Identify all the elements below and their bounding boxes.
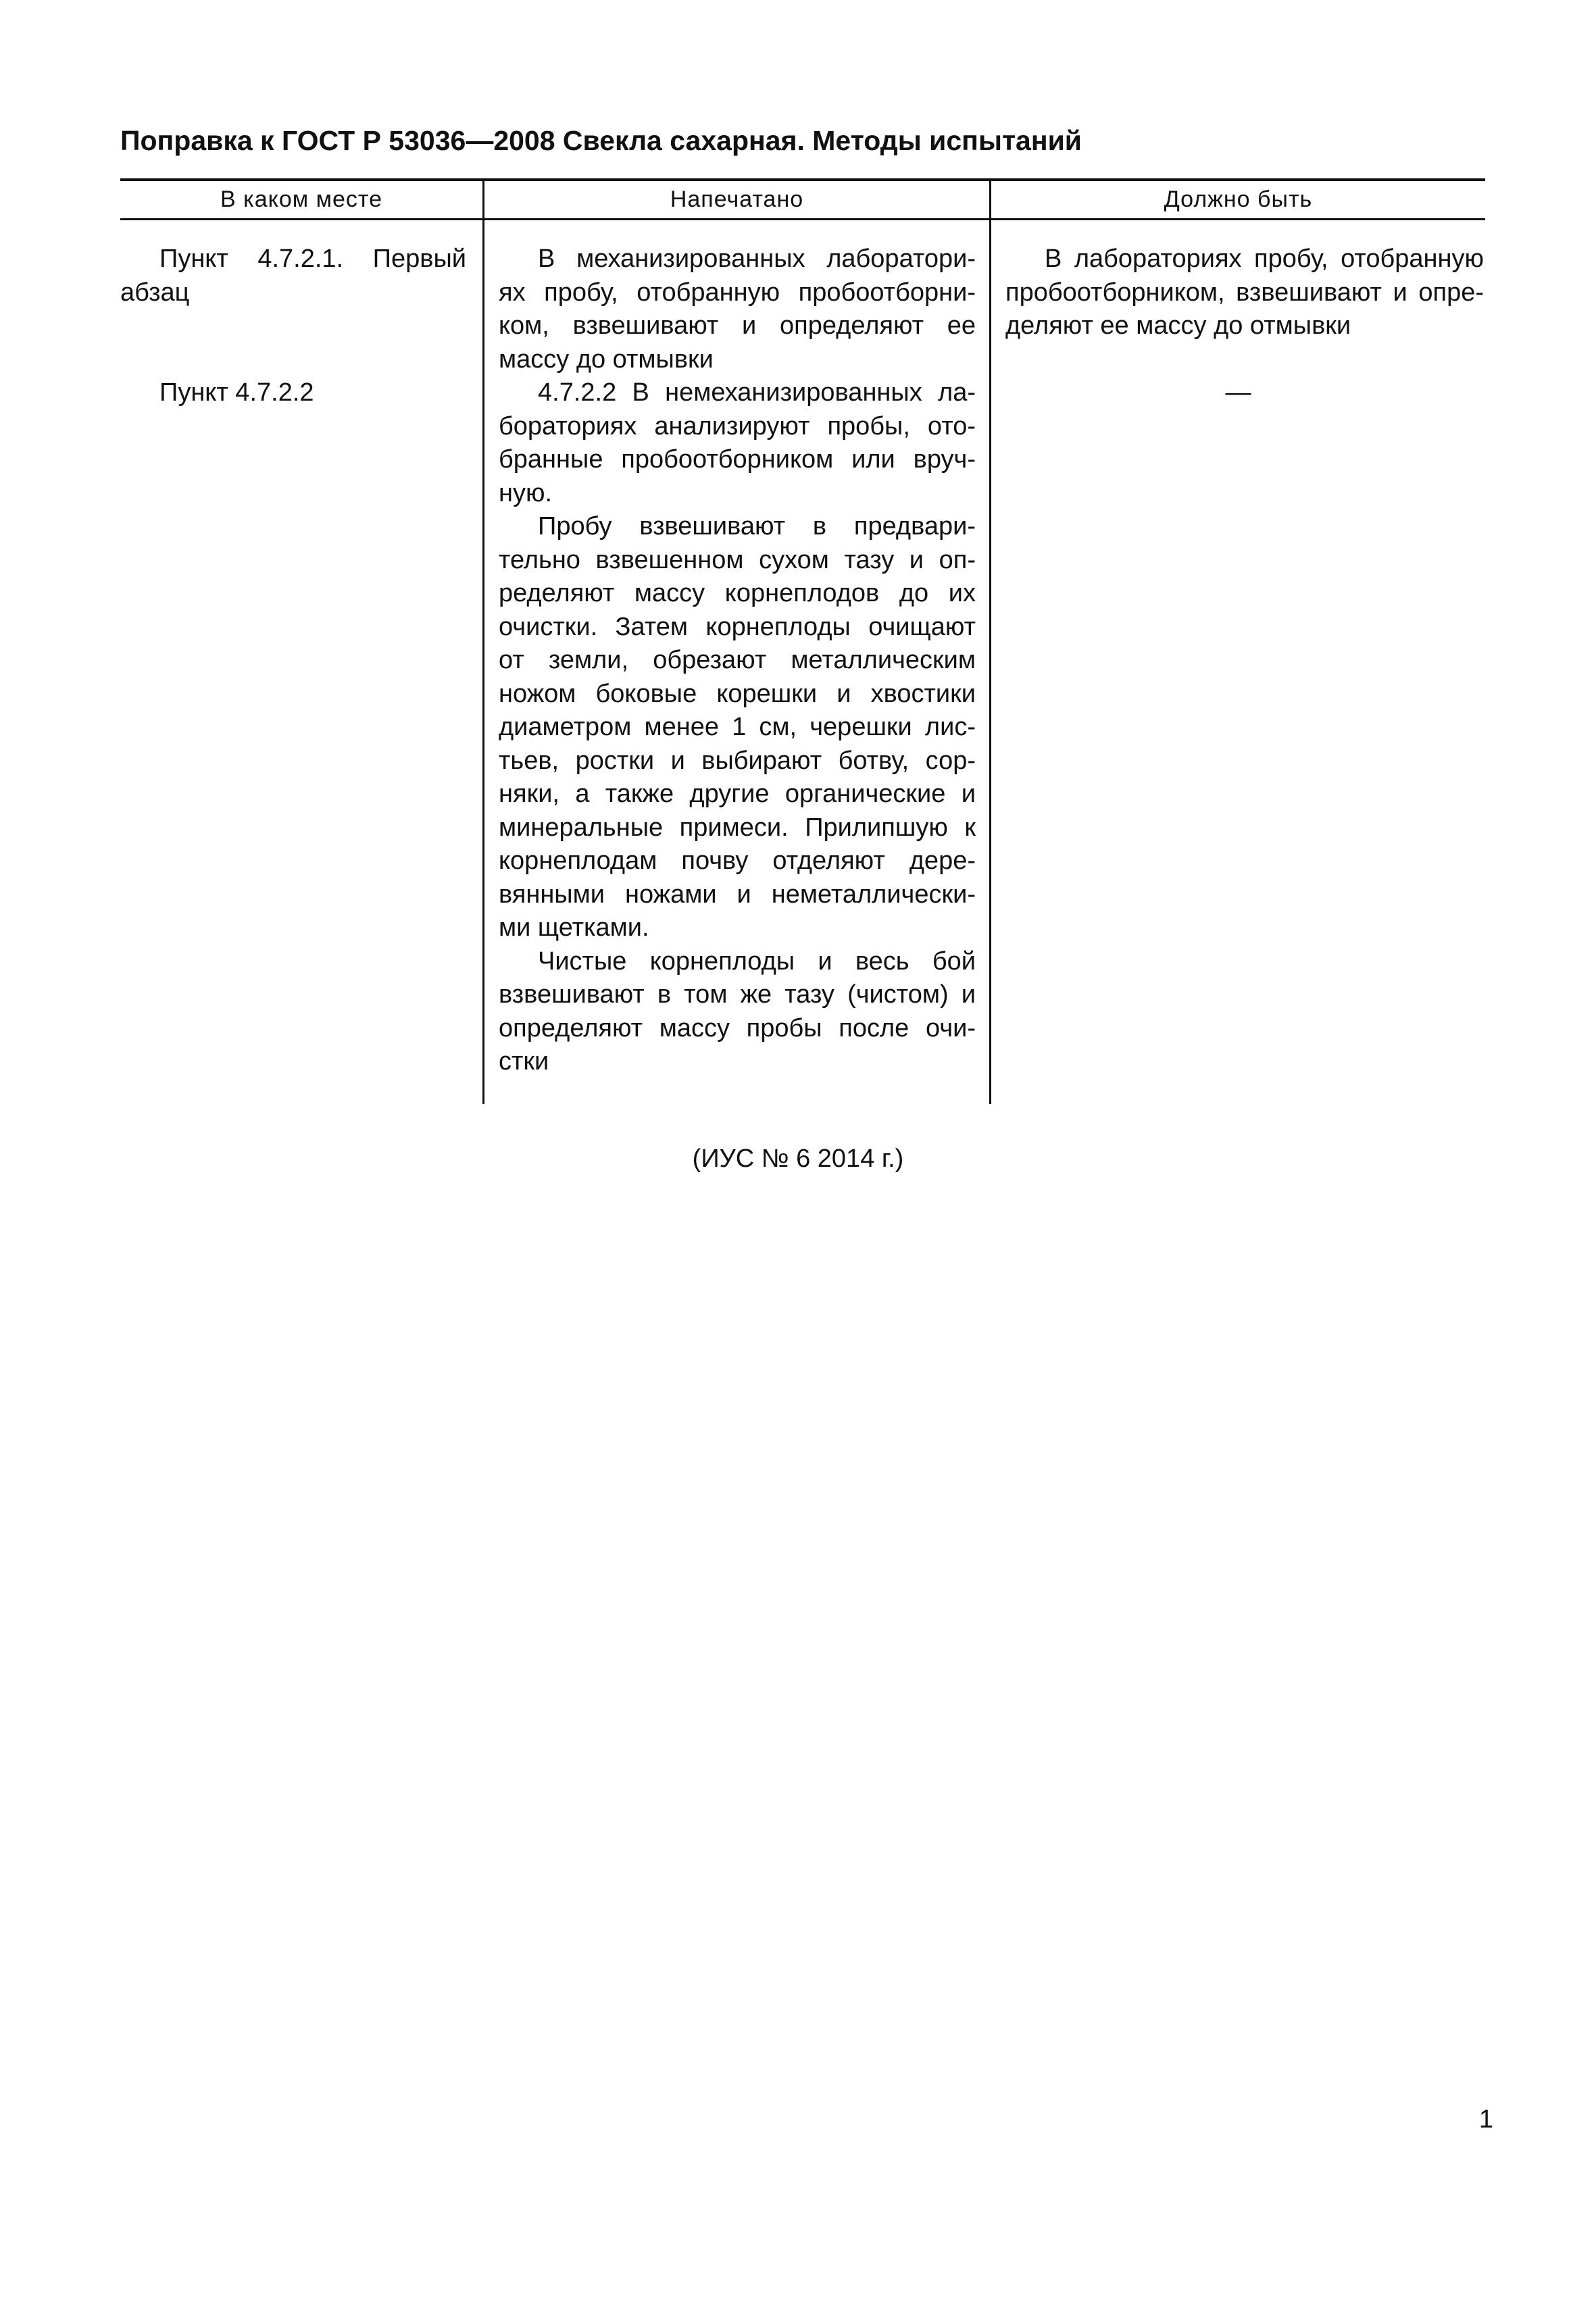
text-line: ределяют массу корнеплодов до их	[499, 579, 976, 607]
text-line: пробоотборником, взвешивают и опре-	[1005, 278, 1484, 307]
text-line: вянными ножами и неметаллически-	[499, 880, 976, 909]
text-line: Пункт 4.7.2.2	[159, 378, 314, 407]
ius-reference: (ИУС № 6 2014 г.)	[692, 1145, 904, 1173]
header-place: В каком месте	[220, 186, 383, 212]
text-line: ножом боковые корешки и хвостики	[499, 679, 976, 708]
text-line: корнеплодам почву отделяют дере-	[499, 847, 976, 875]
text-line: бораториях анализируют пробы, ото-	[499, 411, 976, 441]
text-line: 4.7.2.2 В немеханизированных ла-	[538, 378, 976, 407]
header-should-be: Должно быть	[1164, 186, 1313, 212]
header-printed: Напечатано	[670, 186, 804, 212]
row1-should-be	[1005, 243, 1484, 343]
text-line: определяют массу пробы после очи-	[499, 1013, 976, 1042]
row1-printed	[499, 243, 976, 376]
row2-printed	[499, 376, 976, 1079]
text-line: тьев, ростки и выбирают ботву, сор-	[499, 746, 976, 775]
text-line: абзац	[120, 278, 190, 307]
text-line: ях пробу, отобранную пробоотборни-	[499, 278, 976, 307]
text-line: минеральные примеси. Прилипшую к	[499, 813, 976, 842]
text-line: массу до отмывки	[499, 345, 714, 374]
text-line: ком, взвешивают и определяют ее	[499, 311, 976, 340]
text-line: очистки. Затем корнеплоды очищают	[499, 612, 976, 641]
row1-place	[120, 243, 466, 309]
text-line: няки, а также другие органические и	[499, 780, 976, 808]
text-line: взвешивают в том же тазу (чистом) и	[499, 980, 976, 1009]
text-line: В механизированных лаборатори-	[538, 245, 976, 273]
page-number: 1	[1478, 2105, 1493, 2134]
text-line: ми щетками.	[499, 913, 649, 942]
text-line: ную.	[499, 478, 553, 507]
column-divider	[989, 178, 991, 1104]
text-line: Пункт 4.7.2.1. Первый	[159, 245, 466, 273]
text-line: тельно взвешенном сухом тазу и оп-	[499, 545, 976, 574]
text-line: диаметром менее 1 см, черешки лис-	[499, 713, 976, 741]
text-line: Пробу взвешивают в предвари-	[538, 512, 976, 540]
page-title: Поправка к ГОСТ Р 53036—2008 Свекла сахарная. Методы испытаний	[120, 125, 1082, 156]
row2-should-be-dash: —	[1225, 378, 1251, 407]
text-line: бранные пробоотборником или вруч-	[499, 445, 976, 474]
table-header-rule	[120, 218, 1485, 220]
row2-place	[120, 376, 466, 410]
text-line: В лабораториях пробу, отобранную	[1045, 245, 1484, 273]
column-divider	[482, 178, 484, 1104]
text-line: стки	[499, 1047, 549, 1076]
text-line: деляют ее массу до отмывки	[1005, 311, 1351, 340]
corrections-table	[120, 178, 1485, 1104]
text-line: от земли, обрезают металлическим	[499, 646, 976, 674]
text-line: Чистые корнеплоды и весь бой	[538, 947, 976, 976]
